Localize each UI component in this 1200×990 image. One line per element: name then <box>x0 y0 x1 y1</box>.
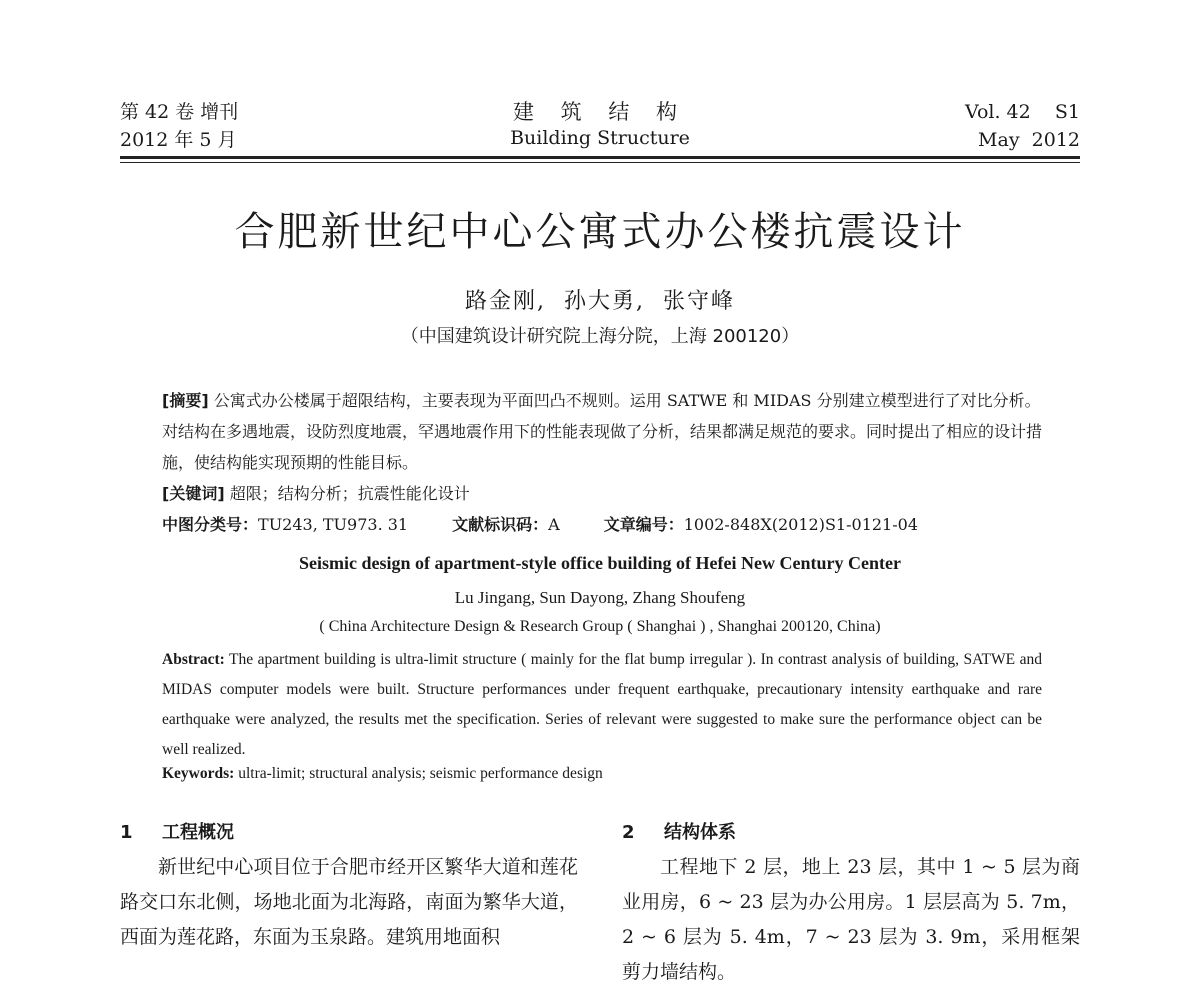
article-number: 文章编号：1002-848X(2012)S1-0121-04 <box>603 515 918 534</box>
abstract-label-en: Abstract: <box>162 651 225 668</box>
keywords-cn <box>162 478 1042 509</box>
section-number: 2 <box>622 822 635 843</box>
affiliation-cn: （中国建筑设计研究院上海分院，上海 200120） <box>400 326 800 347</box>
authors-en: Lu Jingang, Sun Dayong, Zhang Shoufeng <box>454 588 746 607</box>
authors-cn: 路金刚, 孙大勇, 张守峰 <box>465 289 735 314</box>
section-1-paragraph: 新世纪中心项目位于合肥市经开区繁华大道和莲花路交口东北侧，场地北面为北海路，南面为繁华大道，西面为莲花路，东面为玉泉路。建筑用地面积 <box>120 856 578 948</box>
abstract-label-cn: [摘要] <box>162 391 209 410</box>
affiliation-en: ( China Architecture Design & Research Group ( Shanghai ) , Shanghai 200120, China) <box>319 618 881 635</box>
date-cn: 2012 年 5 月 <box>120 129 237 151</box>
keywords-text-en: ultra-limit; structural analysis; seismic performance design <box>234 765 603 782</box>
abstract-cn <box>162 385 1042 478</box>
journal-name-en: Building Structure <box>510 127 690 149</box>
section-title: 工程概况 <box>162 822 234 843</box>
keywords-label-cn: [关键词] <box>162 484 225 503</box>
body-column-right <box>622 815 1080 990</box>
section-heading-1 <box>120 815 578 850</box>
section-2-paragraph: 工程地下 2 层，地上 23 层，其中 1 ~ 5 层为商业用房，6 ~ 23 层为办公用房。1 层层高为 5. 7m，2 ~ 6 层为 5. 4m，7 ~ 23 层为 3. 9m，采用框架剪力墙结构。 <box>622 856 1080 983</box>
section-heading-2 <box>622 815 1080 850</box>
section-title: 结构体系 <box>664 822 736 843</box>
abstract-text-en: The apartment building is ultra-limit structure ( mainly for the flat bump irregular ). In contrast analysis of building, SATWE and MIDAS computer models were built. Structure performances under frequent earthquake, precautionary intensity earthquake and rare earthquake were analyzed, the results met the specification. Series of relevant were suggested to make sure the performance object can be well realized. <box>162 651 1042 758</box>
classification-row <box>162 509 1042 540</box>
header-rule-thick <box>120 156 1080 159</box>
volume-en: Vol. 42 S1 <box>964 101 1080 123</box>
date-en: May 2012 <box>978 129 1080 151</box>
clc-code: 中图分类号：TU243, TU973. 31 <box>162 515 409 534</box>
journal-name-cn: 建 筑 结 构 <box>512 100 688 124</box>
body-column-left <box>120 815 578 955</box>
journal-volume-en <box>965 98 1080 154</box>
header-rule-thin <box>120 162 1080 163</box>
keywords-text-cn: 超限；结构分析；抗震性能化设计 <box>229 484 470 503</box>
paper-title-en: Seismic design of apartment-style office building of Hefei New Century Center <box>299 553 901 573</box>
keywords-en <box>162 765 1042 783</box>
keywords-label-en: Keywords: <box>162 765 235 782</box>
section-number: 1 <box>120 822 133 843</box>
abstract-text-cn: 公寓式办公楼属于超限结构，主要表现为平面凹凸不规则。运用 SATWE 和 MIDAS 分别建立模型进行了对比分析。对结构在多遇地震，设防烈度地震，罕遇地震作用下的性能表现做了分析，结果都满足规范的要求。同时提出了相应的设计措施，使结构能实现预期的性能目标。 <box>162 391 1043 472</box>
abstract-en <box>162 645 1042 765</box>
volume-cn: 第 42 卷 增刊 <box>120 101 239 123</box>
paper-title-cn: 合肥新世纪中心公寓式办公楼抗震设计 <box>234 209 966 255</box>
abstract-block-cn <box>162 385 1042 540</box>
document-code: 文献标识码：A <box>452 515 560 534</box>
